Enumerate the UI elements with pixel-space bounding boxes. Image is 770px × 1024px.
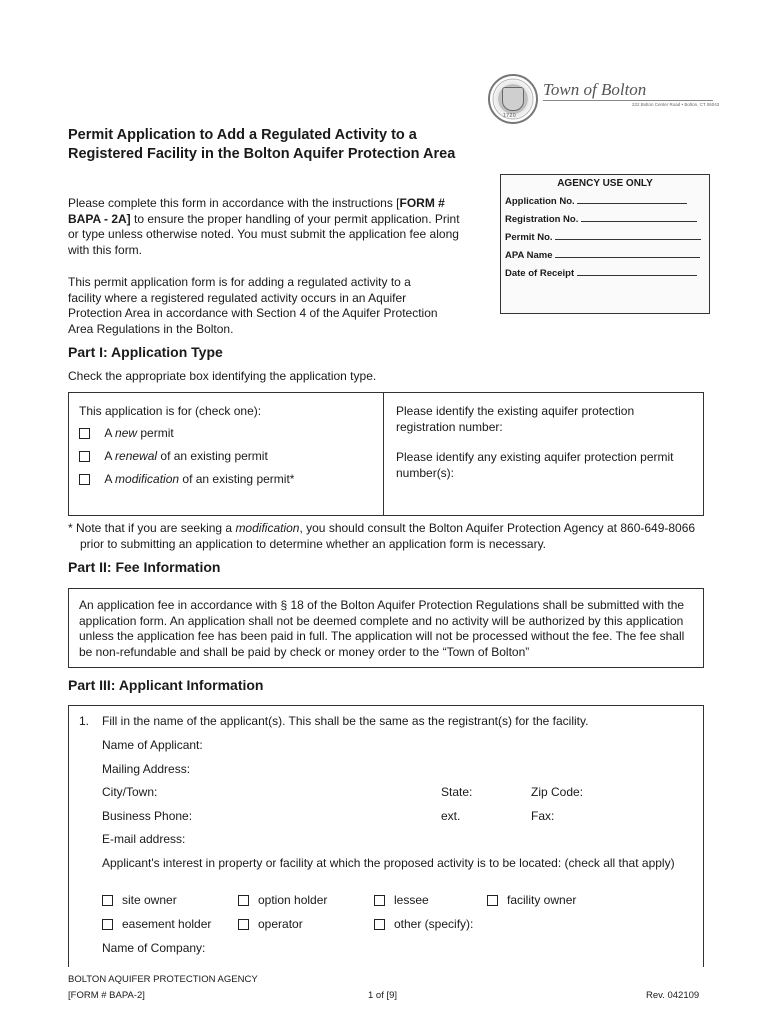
renewal-checkbox[interactable]	[79, 451, 90, 462]
permit-number-question: Please identify any existing aquifer protection permit number(s):	[396, 450, 674, 480]
option-holder-checkbox[interactable]	[238, 895, 249, 906]
site-owner-checkbox[interactable]	[102, 895, 113, 906]
agency-field-application-no: Application No.	[505, 195, 709, 207]
modification-checkbox[interactable]	[79, 474, 90, 485]
town-address: 222 Bolton Center Road • Bolton, CT 06043	[632, 102, 720, 107]
item-instruction: Fill in the name of the applicant(s). This shall be the same as the registrant(s) for the facility.	[102, 714, 589, 728]
registration-number-question: Please identify the existing aquifer protection registration number:	[396, 404, 635, 434]
town-seal	[488, 74, 538, 124]
interest-operator[interactable]: operator	[238, 917, 303, 932]
agency-field-date-of-receipt: Date of Receipt	[505, 267, 709, 279]
town-name: Town of Bolton	[543, 80, 647, 99]
part1-instruction: Check the appropriate box identifying the application type.	[68, 369, 377, 383]
part3-heading: Part III: Applicant Information	[68, 677, 264, 693]
fax-field[interactable]: Fax:	[531, 809, 555, 823]
extension-field[interactable]: ext.	[441, 809, 461, 823]
facility-owner-checkbox[interactable]	[487, 895, 498, 906]
application-type-divider	[383, 392, 384, 516]
operator-checkbox[interactable]	[238, 919, 249, 930]
mailing-address-field[interactable]: Mailing Address:	[102, 762, 191, 776]
interest-other[interactable]: other (specify):	[374, 917, 473, 932]
interest-option-holder[interactable]: option holder	[238, 893, 327, 908]
option-renewal[interactable]: A renewal of an existing permit	[79, 449, 268, 464]
letterhead-rule	[543, 100, 713, 101]
agency-field-permit-no: Permit No.	[505, 231, 709, 243]
footer-agency: BOLTON AQUIFER PROTECTION AGENCY	[68, 974, 258, 985]
city-field[interactable]: City/Town:	[102, 785, 158, 799]
applicant-name-field[interactable]: Name of Applicant:	[102, 738, 203, 752]
interest-question: Applicant's interest in property or facility at which the proposed activity is to be located: (check all that apply)	[102, 856, 675, 870]
option-new-permit[interactable]: A new permit	[79, 426, 174, 441]
company-name-field[interactable]: Name of Company:	[102, 941, 206, 955]
other-checkbox[interactable]	[374, 919, 385, 930]
interest-lessee[interactable]: lessee	[374, 893, 429, 908]
agency-use-box	[500, 174, 710, 314]
footer-page-number: 1 of [9]	[368, 990, 398, 1001]
part1-heading: Part I: Application Type	[68, 344, 223, 360]
page-title: Permit Application to Add a Regulated Activity to a Registered Facility in the Bolton Aquifer Protection Area	[68, 127, 456, 162]
agency-field-registration-no: Registration No.	[505, 213, 709, 225]
intro-paragraph-2: This permit application form is for adding a regulated activity to a facility where a registered regulated activity occurs in an Aquifer Protection Area in accordance with Section 4 of the Aquifer Protection Area Regulations in the Bolton.	[68, 275, 438, 336]
footer-form-number: [FORM # BAPA-2]	[68, 990, 145, 1001]
fee-information-text: An application fee in accordance with § 18 of the Bolton Aquifer Protection Regulations shall be submitted with the application form. An application shall not be deemed complete and no activity will be authorized by this application unless the application fee has been paid in full. The application will not be processed without the fee. The fee shall be non-refundable and shall be paid by check or money order to the “Town of Bolton”	[79, 598, 685, 659]
item-number: 1.	[79, 714, 90, 728]
part2-heading: Part II: Fee Information	[68, 559, 221, 575]
lessee-checkbox[interactable]	[374, 895, 385, 906]
seal-year: 1720	[503, 113, 517, 119]
business-phone-field[interactable]: Business Phone:	[102, 809, 193, 823]
intro-paragraph-1: Please complete this form in accordance with the instructions [FORM # BAPA - 2A] to ensure the proper handling of your permit application. Print or type unless otherwise noted. You must submit the application fee along with this form.	[68, 196, 460, 257]
interest-easement-holder[interactable]: easement holder	[102, 917, 211, 932]
email-field[interactable]: E-mail address:	[102, 832, 186, 846]
agency-field-apa-name: APA Name	[505, 249, 709, 261]
interest-site-owner[interactable]: site owner	[102, 893, 177, 908]
state-field[interactable]: State:	[441, 785, 473, 799]
seal-shield-icon	[502, 87, 524, 111]
footer-revision: Rev. 042109	[646, 990, 700, 1001]
zip-code-field[interactable]: Zip Code:	[531, 785, 584, 799]
application-type-label: This application is for (check one):	[79, 404, 262, 418]
option-modification[interactable]: A modification of an existing permit*	[79, 472, 294, 487]
new-permit-checkbox[interactable]	[79, 428, 90, 439]
interest-facility-owner[interactable]: facility owner	[487, 893, 576, 908]
agency-use-heading: AGENCY USE ONLY	[557, 178, 653, 189]
fee-information-box	[68, 588, 704, 668]
easement-holder-checkbox[interactable]	[102, 919, 113, 930]
modification-note: * Note that if you are seeking a modification, you should consult the Bolton Aquifer Protection Agency at 860-649-8066 prior to submitting an application to determine whether an application form is necessary.	[68, 521, 696, 551]
